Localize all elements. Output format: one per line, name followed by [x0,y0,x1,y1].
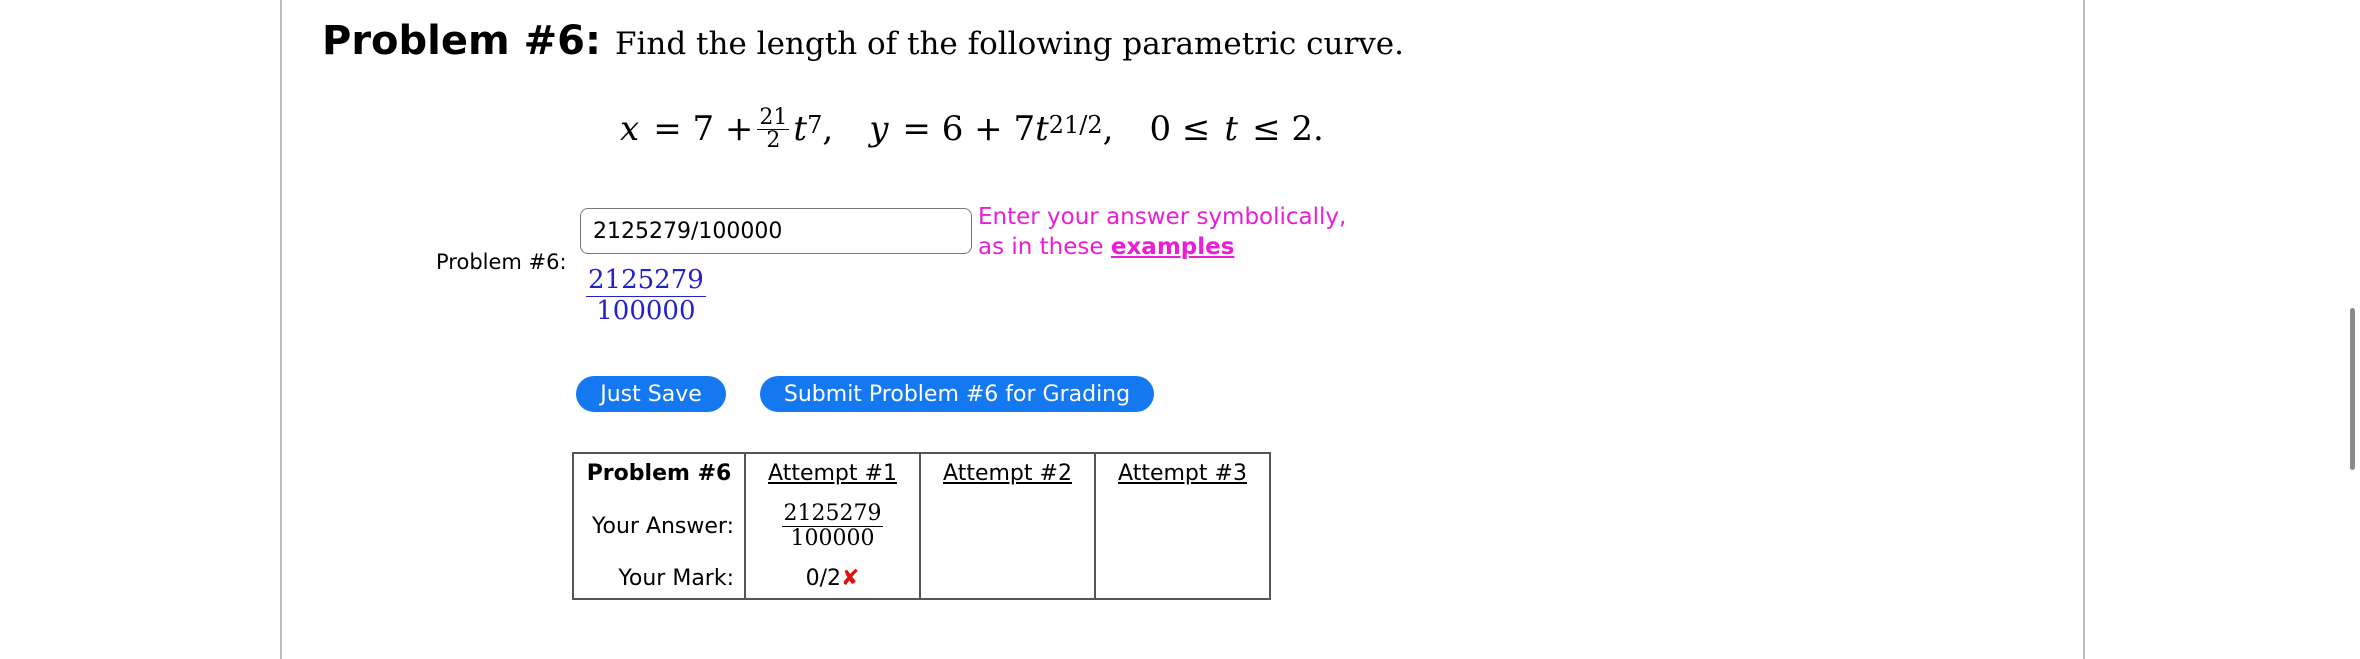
y-equals: = 6 + 7 [902,109,1036,149]
problem-text: Find the length of the following parametric curve. [614,26,1404,62]
range-variable: t [1224,109,1239,149]
problem-number: Problem #6: [322,18,601,64]
wrong-mark-icon: ✘ [840,566,860,591]
examples-link[interactable]: examples [1110,234,1235,260]
y-variable: y [869,109,889,149]
attempt-1-answer: $\frac{2125279}{100000}$ [745,493,920,559]
attempt-1-mark: 0/2✘ [745,559,920,599]
your-mark-label: Your Mark: [573,559,745,599]
attempt-3-answer [1095,493,1270,559]
attempt-3-header[interactable]: Attempt #3 [1095,453,1270,493]
attempt-2-mark [920,559,1095,599]
answer-preview: 2125279 100000 [588,265,704,326]
x-variable: x [620,109,640,149]
attempt-2-answer [920,493,1095,559]
attempt-2-header[interactable]: Attempt #2 [920,453,1095,493]
t-variable-2: t [1035,109,1049,149]
answer-side-label: Problem #6: [436,250,567,274]
vertical-scrollbar[interactable] [2350,308,2355,470]
problem-heading [322,18,1404,64]
y-exponent: 21/2 [1048,111,1103,139]
x-equals: = 7 + [653,109,754,149]
just-save-button[interactable]: Just Save [576,376,726,412]
submit-grading-button[interactable]: Submit Problem #6 for Grading [760,376,1154,412]
range-lower: 0 ≤ [1149,109,1211,149]
answer-input[interactable] [580,208,972,254]
attempt-1-header[interactable]: Attempt #1 [745,453,920,493]
x-exponent: 7 [807,111,823,139]
range-upper: ≤ 2. [1252,109,1324,149]
attempt-3-mark [1095,559,1270,599]
attempts-header: Problem #6 [573,453,745,493]
attempts-table [572,452,1271,600]
parametric-equation: x = 7 + $\frac{21}{2}$ t $^7$ , y = 6 + 7 t $^{21/2}$ , 0 ≤ t ≤ 2. [620,104,1324,153]
your-answer-label: Your Answer: [573,493,745,559]
coef-fraction: $\frac{21}{2}$ [759,104,788,153]
t-variable: t [793,109,808,149]
answer-hint: Enter your answer symbolically, as in these examples [978,204,1347,260]
